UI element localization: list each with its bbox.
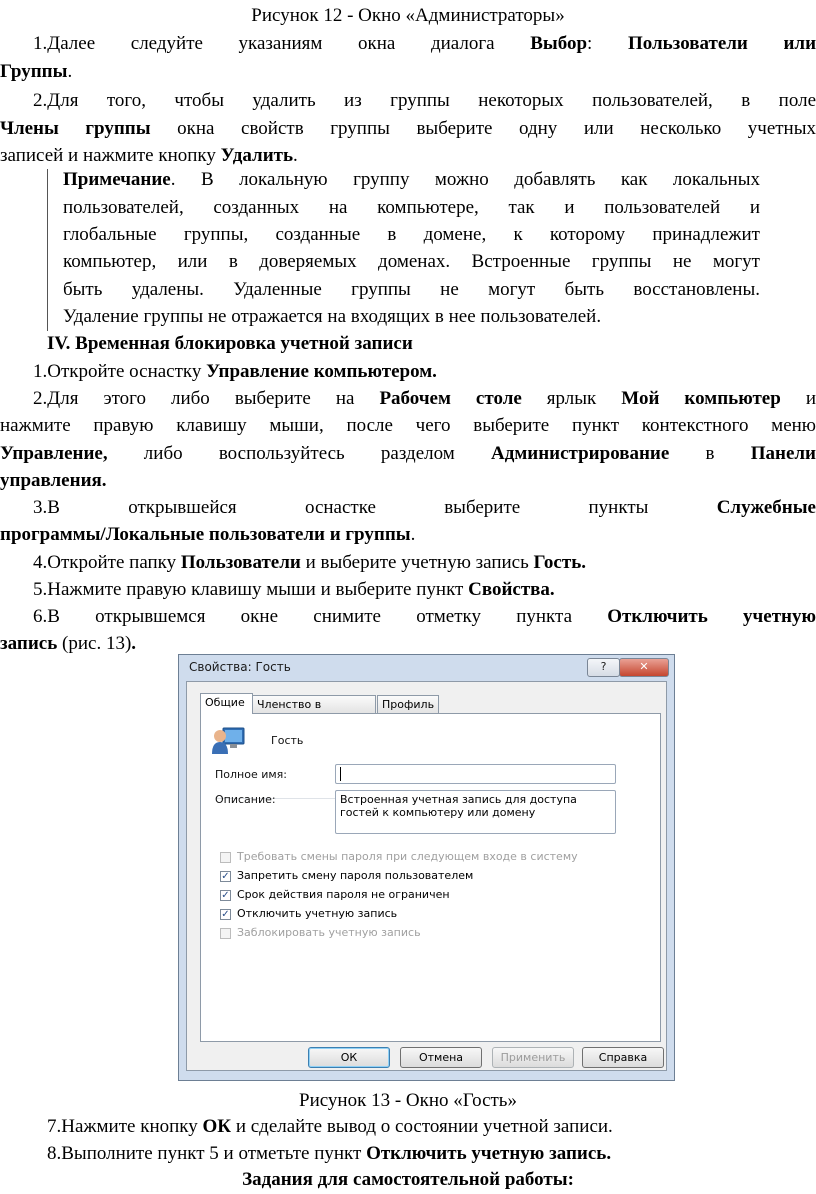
tasks-heading: Задания для самостоятельной работы: (242, 1169, 574, 1190)
checkbox-label-prevent-password-change: Запретить смену пароля пользователем (237, 869, 474, 882)
user-icon (210, 724, 246, 756)
help-title-button[interactable]: ? (587, 658, 620, 677)
paragraph-2-line-2: Члены группы окна свойств группы выберите одну или несколько учетных (0, 118, 816, 139)
paragraph-1-line-2: Группы. (0, 61, 73, 82)
checkbox-account-locked[interactable] (220, 928, 231, 939)
tab-membership[interactable]: Членство в (252, 695, 376, 713)
step-3-line-1: 3.В открывшейся оснастке выберите пункты Служебные (33, 497, 816, 518)
fullname-input[interactable] (335, 764, 616, 784)
step-4: 4.Откройте папку Пользователи и выберите учетную запись Гость. (33, 552, 586, 573)
step-2-line-1: 2.Для этого либо выберите на Рабочем столе ярлык Мой компьютер и (33, 388, 816, 409)
tab-profile[interactable]: Профиль (377, 695, 439, 713)
paragraph-2-line-3: записей и нажмите кнопку Удалить. (0, 145, 298, 166)
section-heading: IV. Временная блокировка учетной записи (47, 333, 413, 354)
checkbox-require-password-change[interactable] (220, 852, 231, 863)
dialog-title: Свойства: Гость (189, 660, 291, 674)
checkbox-account-disabled[interactable]: ✓ (221, 909, 230, 920)
ok-button[interactable]: ОК (308, 1047, 390, 1068)
apply-button[interactable]: Применить (492, 1047, 574, 1068)
checkbox-label-account-disabled: Отключить учетную запись (237, 907, 398, 920)
step-2-line-2: нажмите правую клавишу мыши, после чего выберите пункт контекстного меню (0, 415, 816, 436)
fullname-label: Полное имя: (215, 768, 287, 781)
help-button[interactable]: Справка (582, 1047, 664, 1068)
dialog-body (186, 681, 667, 1071)
tab-general[interactable]: Общие (200, 693, 253, 714)
text-cursor (340, 767, 341, 781)
paragraph-2-line-1: 2.Для того, чтобы удалить из группы некоторых пользователей, в поле (33, 90, 816, 111)
figure-13-caption: Рисунок 13 - Окно «Гость» (299, 1090, 517, 1111)
step-6-line-1: 6.В открывшемся окне снимите отметку пункта Отключить учетную (33, 606, 816, 627)
properties-dialog (178, 654, 675, 1081)
step-8: 8.Выполните пункт 5 и отметьте пункт Отключить учетную запись. (47, 1143, 612, 1164)
checkbox-password-never-expires[interactable]: ✓ (221, 890, 230, 901)
note-line-5: быть удалены. Удаленные группы не могут быть восстановлены. (63, 279, 760, 300)
note-line-4: компьютер, или в доверяемых доменах. Встроенные группы не могут (63, 251, 760, 272)
paragraph-1-line-1: 1.Далее следуйте указаниям окна диалога Выбор: Пользователи или (33, 33, 816, 54)
note-line-1: Примечание. В локальную группу можно добавлять как локальных (63, 169, 760, 190)
step-7: 7.Нажмите кнопку ОК и сделайте вывод о состоянии учетной записи. (47, 1116, 613, 1137)
cancel-button[interactable]: Отмена (400, 1047, 482, 1068)
checkbox-prevent-password-change[interactable]: ✓ (221, 871, 230, 882)
checkbox-label-require-password-change: Требовать смены пароля при следующем входе в систему (237, 850, 578, 863)
step-1: 1.Откройте оснастку Управление компьютером. (33, 361, 437, 382)
tab-general-page (200, 713, 661, 1042)
note-line-6: Удаление группы не отражается на входящих в нее пользователей. (63, 306, 602, 327)
step-3-line-2: программы/Локальные пользователи и группы. (0, 524, 416, 545)
note-line-2: пользователей, созданных на компьютере, так и пользователей и (63, 197, 760, 218)
figure-12-caption: Рисунок 12 - Окно «Администраторы» (251, 5, 565, 26)
step-5: 5.Нажмите правую клавишу мыши и выберите пункт Свойства. (33, 579, 555, 600)
checkbox-label-account-locked: Заблокировать учетную запись (237, 926, 421, 939)
step-2-line-3: Управление, либо воспользуйтесь разделом Администрирование в Панели (0, 443, 816, 464)
user-name-label: Гость (271, 734, 304, 747)
step-6-line-2: запись (рис. 13). (0, 633, 137, 654)
description-label: Описание: (215, 793, 276, 806)
close-button[interactable]: ✕ (619, 658, 669, 677)
step-2-line-4: управления. (0, 470, 107, 491)
note-block (47, 169, 760, 331)
note-line-3: глобальные группы, созданные в домене, к которому принадлежит (63, 224, 760, 245)
description-input[interactable]: Встроенная учетная запись для доступа гостей к компьютеру или домену (335, 790, 616, 834)
checkbox-label-password-never-expires: Срок действия пароля не ограничен (237, 888, 450, 901)
